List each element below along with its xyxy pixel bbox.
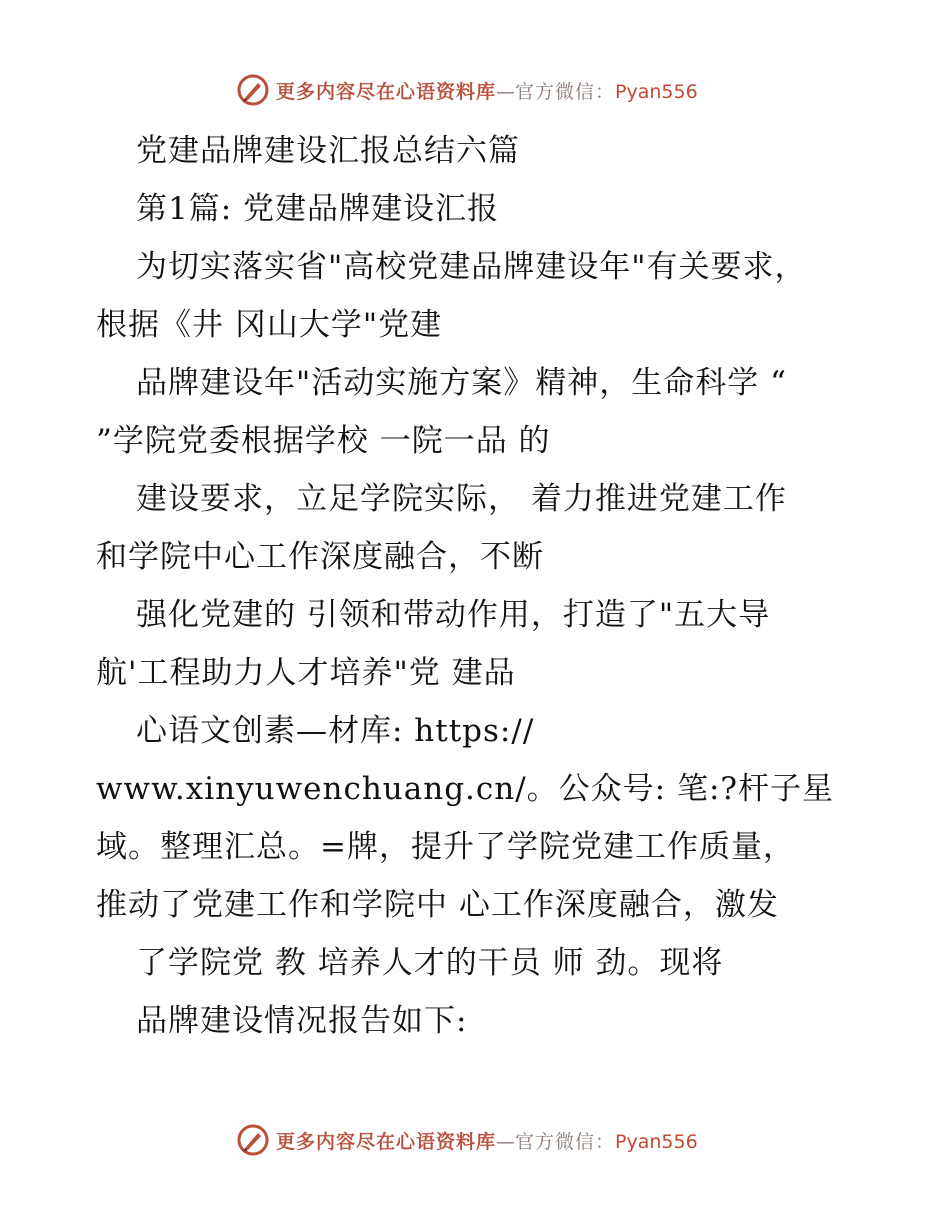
banner-wechat-id: Pyan556 <box>615 1130 698 1153</box>
banner-wechat-label: 官方微信： <box>515 80 616 103</box>
banner-separator: — <box>496 1130 516 1153</box>
doc-line: ”学院党委根据学校 一院一品 的 <box>96 423 551 459</box>
pen-circle-icon <box>236 73 270 107</box>
doc-line: www.xinyuwenchuang.cn/。公众号: 笔:?杆子星 <box>96 771 835 807</box>
header-banner <box>236 72 716 108</box>
footer-banner-text <box>276 1127 698 1154</box>
doc-line: 和学院中心工作深度融合，不断 <box>96 539 544 575</box>
doc-line: 根据《井 冈山大学"党建 <box>96 307 443 343</box>
banner-separator: — <box>496 80 516 103</box>
pen-circle-icon <box>236 1123 270 1157</box>
doc-line: 为切实落实省"高校党建品牌建设年"有关要求， <box>136 249 807 285</box>
doc-line: 航'工程助力人才培养"党 建品 <box>96 655 516 691</box>
doc-line: 品牌建设情况报告如下: <box>136 1003 468 1039</box>
footer-banner <box>236 1122 716 1158</box>
doc-line: 域。整理汇总。=牌，提升了学院党建工作质量， <box>96 829 795 865</box>
doc-line: 推动了党建工作和学院中 心工作深度融合，激发 <box>96 887 779 923</box>
doc-section-heading: 第1篇: 党建品牌建设汇报 <box>136 191 500 227</box>
doc-line: 了学院党 教 培养人才的干员 师 劲。现将 <box>136 945 724 981</box>
document-body <box>96 122 856 1050</box>
doc-line: 心语文创素—材库: https:// <box>136 713 535 749</box>
header-banner-text <box>276 77 698 104</box>
doc-line: 品牌建设年"活动实施方案》精神，生命科学 “ <box>136 365 787 401</box>
doc-title: 党建品牌建设汇报总结六篇 <box>136 133 520 169</box>
banner-wechat-label: 官方微信： <box>515 1130 616 1153</box>
banner-main-text: 更多内容尽在心语资料库 <box>276 80 497 103</box>
banner-wechat-id: Pyan556 <box>615 80 698 103</box>
banner-main-text: 更多内容尽在心语资料库 <box>276 1130 497 1153</box>
doc-line: 建设要求，立足学院实际， 着力推进党建工作 <box>136 481 787 517</box>
doc-line: 强化党建的 引领和带动作用，打造了"五大导 <box>136 597 771 633</box>
